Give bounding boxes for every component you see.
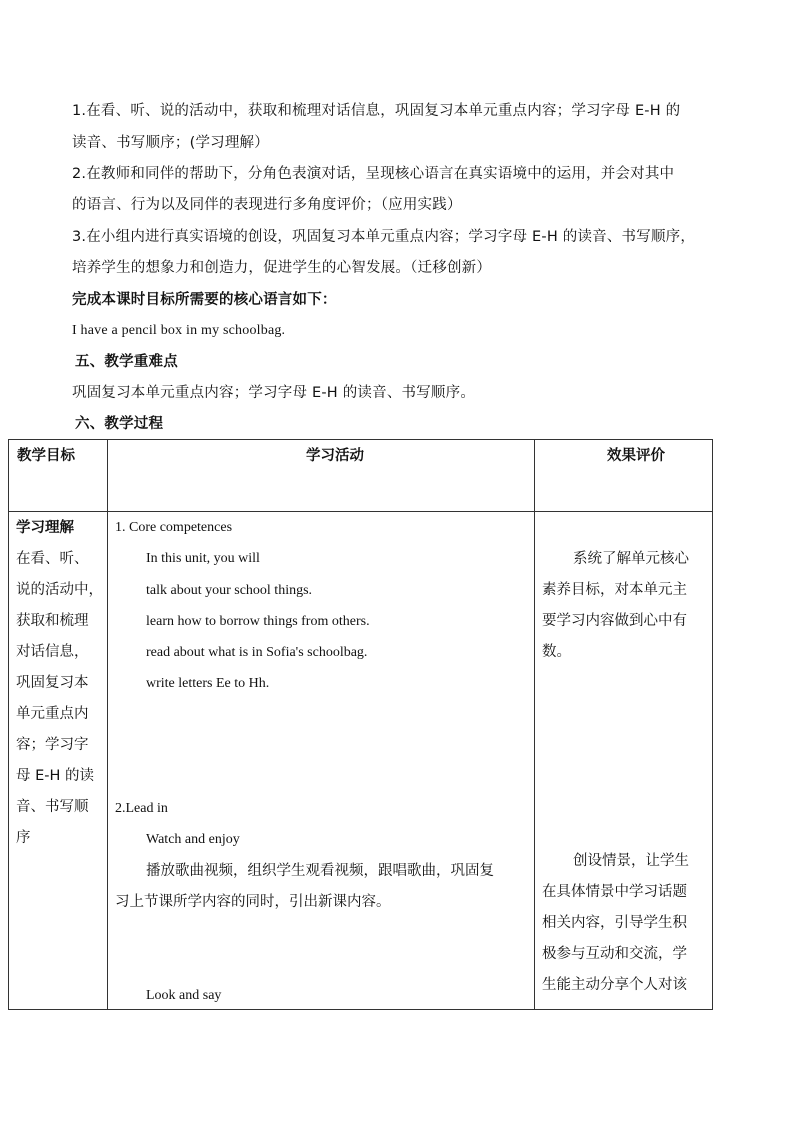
goal-line: 容；学习字 [16, 737, 89, 753]
section-5-title: 五、教学重难点 [75, 354, 178, 370]
goal-line: 音、书写顺 [16, 799, 89, 815]
lead-in-title: 2.Lead in [115, 801, 168, 816]
evaluation-cell [535, 512, 713, 1010]
evaluation-line: 素养目标，对本单元主 [542, 582, 687, 598]
header-activity-label: 学习活动 [306, 448, 364, 464]
objective-line-3: 2.在教师和同伴的帮助下，分角色表演对话，呈现核心语言在真实语境中的运用，并会对其中 [72, 166, 675, 182]
goal-line: 学习理解 [16, 520, 74, 536]
goal-line: 单元重点内 [16, 706, 89, 722]
core-competences-title: 1. Core competences [115, 520, 233, 535]
watch-description-line-1: 播放歌曲视频，组织学生观看视频，跟唱歌曲，巩固复 [146, 863, 494, 879]
header-cell-goal [9, 440, 108, 512]
objective-line-5: 3.在小组内进行真实语境的创设，巩固复习本单元重点内容；学习字母 E-H 的读音、书写顺序， [72, 229, 696, 245]
goal-line: 获取和梳理 [16, 613, 89, 629]
goal-cell [9, 512, 108, 1010]
watch-and-enjoy-title: Watch and enjoy [146, 832, 240, 847]
evaluation-line: 相关内容，引导学生积 [542, 915, 687, 931]
header-cell-activity [108, 440, 535, 512]
look-and-say-title: Look and say [146, 988, 222, 1003]
objective-line-2: 读音、书写顺序；(学习理解） [72, 135, 269, 151]
core-item: In this unit, you will [146, 551, 260, 566]
core-language-sentence: I have a pencil box in my schoolbag. [72, 323, 286, 338]
evaluation-line: 系统了解单元核心 [573, 551, 689, 567]
objective-line-4: 的语言、行为以及同伴的表现进行多角度评价；（应用实践） [72, 197, 462, 213]
section-5-text: 巩固复习本单元重点内容；学习字母 E-H 的读音、书写顺序。 [72, 385, 476, 401]
goal-line: 说的活动中， [16, 582, 103, 598]
evaluation-line: 数。 [542, 644, 571, 660]
goal-line: 巩固复习本 [16, 675, 89, 691]
table-header-row [9, 440, 713, 512]
objective-line-1: 1.在看、听、说的活动中，获取和梳理对话信息，巩固复习本单元重点内容；学习字母 E-H 的 [72, 103, 681, 119]
evaluation-line: 极参与互动和交流，学 [542, 946, 687, 962]
teaching-process-table [8, 439, 713, 1010]
core-language-heading: 完成本课时目标所需要的核心语言如下： [72, 292, 337, 308]
core-item: write letters Ee to Hh. [146, 676, 270, 691]
activity-cell [108, 512, 535, 1010]
table-row [9, 512, 713, 1010]
goal-line: 序 [16, 830, 31, 846]
objective-line-6: 培养学生的想象力和创造力，促进学生的心智发展。（迁移创新） [72, 260, 492, 276]
watch-description-line-2: 习上节课所学内容的同时，引出新课内容。 [115, 894, 391, 910]
goal-line: 母 E-H 的读 [16, 768, 95, 784]
header-cell-evaluation [535, 440, 713, 512]
header-evaluation-label: 效果评价 [607, 448, 665, 464]
evaluation-line: 在具体情景中学习话题 [542, 884, 687, 900]
goal-line: 在看、听、 [16, 551, 89, 567]
core-item: read about what is in Sofia's schoolbag. [146, 645, 368, 660]
header-goal-label: 教学目标 [17, 448, 75, 464]
core-item: talk about your school things. [146, 583, 313, 598]
evaluation-line: 要学习内容做到心中有 [542, 613, 687, 629]
core-item: learn how to borrow things from others. [146, 614, 370, 629]
evaluation-line: 创设情景，让学生 [573, 853, 689, 869]
evaluation-line: 生能主动分享个人对该 [542, 977, 687, 993]
goal-line: 对话信息， [16, 644, 89, 660]
section-6-title: 六、教学过程 [75, 416, 164, 432]
